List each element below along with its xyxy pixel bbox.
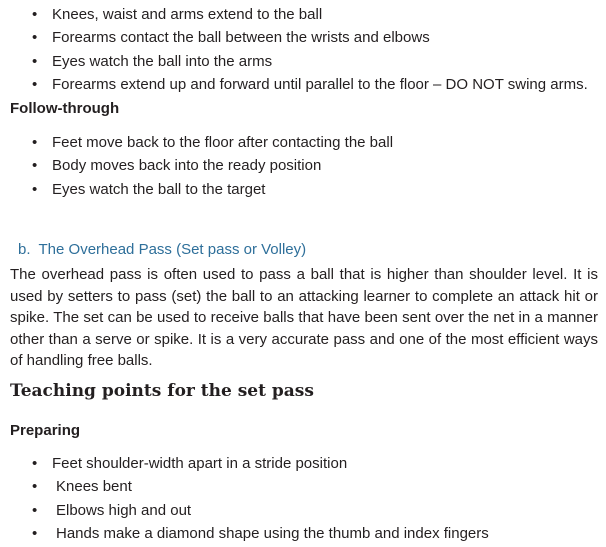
list-item: • Feet shoulder-width apart in a stride position (30, 452, 489, 475)
list-item: • Elbows high and out (30, 499, 489, 522)
follow-through-list (30, 131, 393, 201)
list-item: • Eyes watch the ball to the target (30, 178, 393, 201)
list-item: • Knees, waist and arms extend to the ball (30, 3, 588, 26)
teaching-points-title: Teaching points for the set pass (10, 381, 314, 401)
bullet-icon: • (32, 52, 38, 70)
bullet-icon: • (32, 478, 38, 496)
section-letter: b. (18, 241, 31, 258)
list-item: • Forearms extend up and forward until parallel to the floor – DO NOT swing arms. (30, 73, 588, 96)
bullet-icon: • (32, 134, 38, 151)
list-item: • Hands make a diamond shape using the thumb and index fingers (30, 522, 489, 545)
list-item: • Body moves back into the ready position (30, 154, 393, 177)
bullet-icon: • (32, 501, 38, 519)
follow-through-heading: Follow-through (10, 100, 120, 117)
preparing-list (30, 452, 489, 545)
list-item: • Eyes watch the ball into the arms (30, 50, 588, 73)
list-item: • Knees bent (30, 475, 489, 498)
bullet-icon: • (32, 157, 38, 175)
bullet-icon: • (32, 455, 38, 472)
section-b-title (18, 241, 306, 258)
bullet-icon: • (32, 29, 38, 47)
overhead-pass-paragraph: The overhead pass is often used to pass a ball that is higher than shoulder level. It is used by setters to pass (set) the ball to an attacking learner to complete an attack hit or spike. The set can be used to receive balls that have been sent over the net in a manner other than a serve or spike. It is a very accurate pass and one of the most efficient ways of handling free balls. (10, 266, 598, 369)
list-item: • Feet move back to the floor after contacting the ball (30, 131, 393, 154)
bullet-icon: • (32, 180, 38, 198)
bullet-icon: • (32, 75, 38, 93)
list-item: • Forearms contact the ball between the wrists and elbows (30, 26, 588, 49)
bullet-icon: • (32, 524, 38, 542)
contact-points-list (30, 3, 588, 96)
preparing-heading: Preparing (10, 422, 81, 439)
bullet-icon: • (32, 6, 38, 23)
section-title-text: The Overhead Pass (Set pass or Volley) (38, 241, 307, 258)
